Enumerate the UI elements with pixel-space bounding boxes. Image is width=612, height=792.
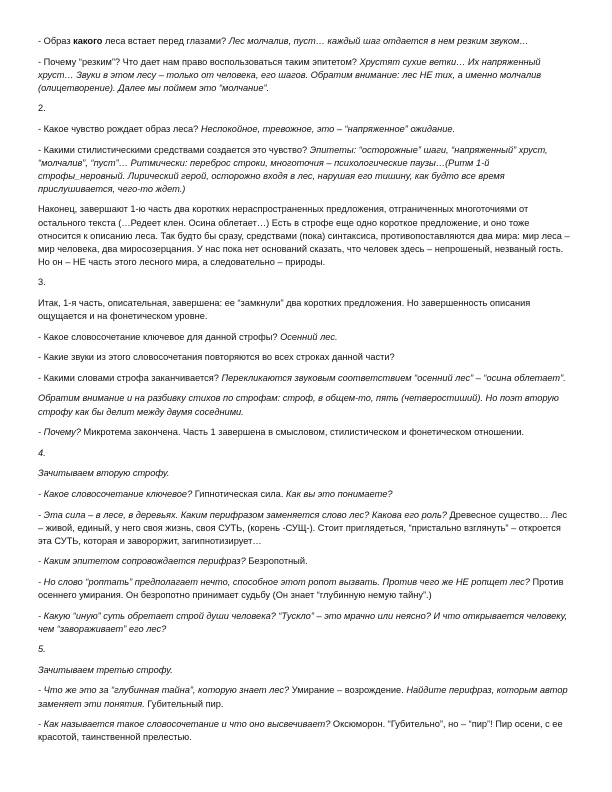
text-run: Безропотный. — [245, 556, 308, 567]
paragraph — [38, 718, 574, 744]
document-body — [38, 35, 574, 752]
italic-text: Неспокойное, тревожное, это – “напряженное” ожидание. — [200, 123, 456, 134]
italic-text: Эпитеты: “осторожные” шаги, “напряженный” хруст, “молчалив”, “пуст”… Ритмически: переброс строки, многоточия – психологические паузы…(Ритм 1-й строфы_неровный. Лирический герой, осторожно входя в лес, нарушая его тишину, как будто все время прислушивается, чего-то ждет.) — [38, 144, 548, 194]
italic-text: Зачитываем вторую строфу. — [38, 468, 170, 479]
text-run: - Какими словами строфа заканчивается? — [38, 372, 222, 383]
text-run: Умирание – возрождение. — [289, 685, 407, 696]
italic-text: 5. — [38, 644, 46, 655]
paragraph — [38, 664, 574, 677]
text-run: Против осеннего умирания. Он безропотно принимает судьбу (Он знает “глубинную немую тайну”.) — [38, 576, 564, 600]
italic-text: Перекликаются звуковым соответствием “осенний лес” – “осина облетает”. — [221, 372, 566, 383]
italic-text: Как вы это понимаете? — [285, 488, 393, 499]
italic-text: - Каким эпитетом сопровождается перифраз? — [38, 556, 246, 567]
text-run: - Почему “резким”? Что дает нам право воспользоваться таким эпитетом? — [38, 56, 360, 67]
text-run: - Какое чувство рождает образ леса? — [38, 123, 201, 134]
text-run: Микротема закончена. Часть 1 завершена в смысловом, стилистическом и фонетическом отношении. — [80, 427, 525, 438]
paragraph — [38, 351, 574, 364]
paragraph — [38, 467, 574, 480]
paragraph — [38, 297, 574, 323]
paragraph — [38, 555, 574, 568]
paragraph — [38, 509, 574, 548]
italic-text: Хрустят сухие ветки… Их напряженный хруст… Звуки в этом лесу – только от человека, его шагов. Обратим внимание: лес НЕ тих, а именно молчалив (олицетворение). Далее мы поймем это “молчание”. — [38, 56, 542, 93]
italic-text: - Какое словосочетание ключевое? — [38, 488, 193, 499]
italic-text: - Но слово “роптать” предполагает нечто, способное этот ропот вызвать. Против чего же НЕ ропщет лес? — [38, 576, 530, 587]
paragraph — [38, 35, 574, 48]
text-run: - Какими стилистическими средствами создается это чувство? — [38, 144, 310, 155]
section-number — [38, 102, 574, 115]
text-run: - Образ — [38, 36, 74, 46]
text-run: Наконец, завершают 1-ю часть два коротких нераспространенных предложения, отграниченных многоточиями от остального текста (…Редеет клен. Осина облетает…) Есть в строфе еще одно короткое предложение, и оно тоже относится к описанию леса. Так будто бы сразу, средствами (пока) синтаксиса, противопоставляются два мира: мир леса – мир человека, два миросозерцания. У нас пока нет оснований сказать, что человек здесь – непрошеный, незваный гость. Но он – НЕ часть этого лесного мира, а следовательно – природы. — [38, 204, 570, 267]
text-run: леса встает перед глазами? — [102, 36, 229, 46]
text-run: Древесное существо… Лес – живой, единый, у него своя жизнь, своя СУТЬ, (корень -СУЩ-). Стоит приглядеться, “пристально взглянуть” – откроется эта СУТЬ, которая и завороржит, загипнотизирует… — [38, 509, 567, 546]
paragraph — [38, 426, 574, 439]
paragraph — [38, 684, 574, 710]
italic-text: Лес молчалив, пуст… каждый шаг отдается в нем резким звуком… — [228, 36, 529, 46]
text-run: 3. — [38, 277, 46, 288]
section-number — [38, 276, 574, 289]
text-run: - Какое словосочетание ключевое для данной строфы? — [38, 331, 281, 342]
text-run: Оксюморон. “Губительно”, но – “пир”! Пир осени, с ее красотой, таинственной прелестью. — [38, 719, 563, 743]
paragraph — [38, 203, 574, 268]
text-run: Гипнотическая сила. — [192, 488, 286, 499]
italic-text: Зачитываем третью строфу. — [38, 664, 173, 675]
paragraph — [38, 372, 574, 385]
italic-text: 4. — [38, 447, 46, 458]
paragraph — [38, 56, 574, 95]
section-number — [38, 447, 574, 460]
italic-text: - Какую “иную” суть обретает строй души человека? “Тускло” – это мрачно или неясно? И что открывается человеку, чем “завораживает” его лес? — [38, 610, 568, 634]
bold-text: какого — [73, 36, 103, 46]
section-number — [38, 643, 574, 656]
paragraph — [38, 610, 574, 636]
text-run: 2. — [38, 103, 46, 114]
paragraph — [38, 144, 574, 196]
text-run: - Какие звуки из этого словосочетания повторяются во всех строках данной части? — [38, 352, 395, 363]
text-run: Губительный пир. — [144, 698, 224, 709]
italic-text: Найдите перифраз, которым автор заменяет эти понятия. — [38, 685, 568, 709]
italic-text: - Что же это за “глубинная тайна”, которую знает лес? — [38, 685, 290, 696]
italic-text: Обратим внимание и на разбивку стихов по строфам: строф, в общем-то, пять (четверостиший). Но поэт вторую строфу как бы делит между двумя соседними. — [38, 393, 559, 417]
paragraph — [38, 392, 574, 418]
italic-text: - Почему? — [38, 427, 81, 438]
paragraph — [38, 576, 574, 602]
italic-text: - Эта сила – в лесе, в деревьях. Каким перифразом заменяется слово лес? Какова его роль? — [38, 509, 447, 520]
paragraph — [38, 123, 574, 136]
italic-text: Осенний лес. — [280, 331, 338, 342]
paragraph — [38, 331, 574, 344]
italic-text: - Как называется такое словосочетание и что оно высвечивает? — [38, 719, 331, 730]
paragraph — [38, 488, 574, 501]
text-run: Итак, 1-я часть, описательная, завершена: ее “замкнули” два коротких предложения. Но завершенность описания ощущается и на фонетическом уровне. — [38, 298, 531, 322]
